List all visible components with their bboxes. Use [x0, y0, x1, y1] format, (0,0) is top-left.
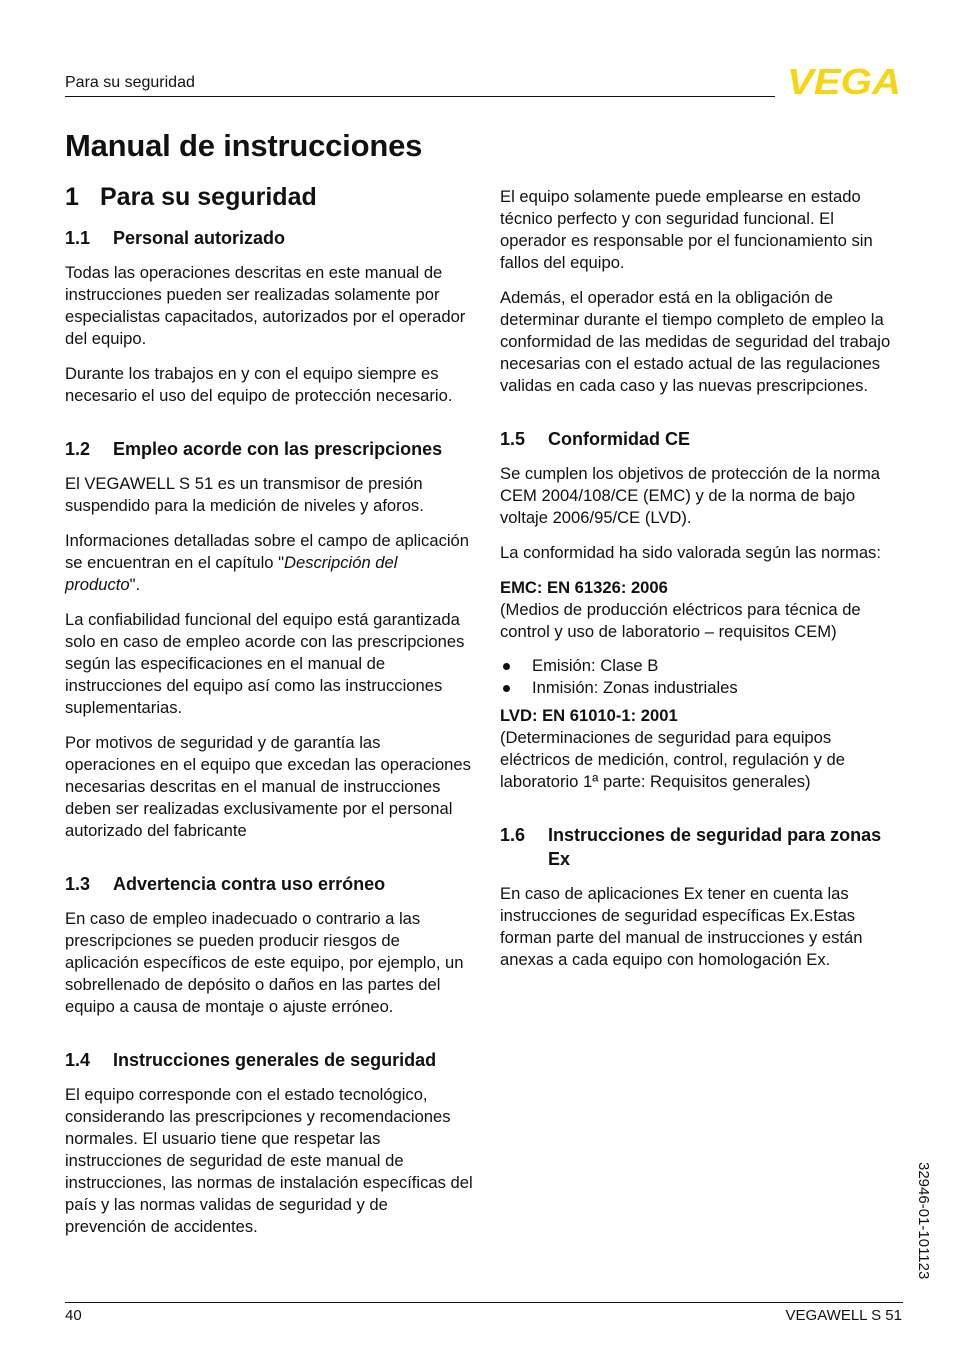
- section-number: 1.2: [65, 439, 91, 459]
- document-code: 32946-01-101123: [915, 1162, 932, 1280]
- section-1-2-heading: [65, 437, 473, 461]
- section-number: 1.6: [500, 825, 526, 845]
- section-number: 1.3: [65, 874, 91, 894]
- chapter-number: 1: [65, 183, 79, 211]
- section-number: 1.4: [65, 1050, 91, 1070]
- paragraph: [65, 530, 473, 596]
- emc-standard-label: EMC: EN 61326: 2006: [500, 578, 668, 597]
- chapter-reference: Descripción del producto: [65, 553, 398, 594]
- section-title: Instrucciones generales de seguridad: [113, 1050, 437, 1070]
- chapter-heading: [65, 180, 473, 214]
- section-1-1-heading: [65, 226, 473, 250]
- section-number: 1.1: [65, 228, 91, 248]
- section-1-4-heading: [65, 1048, 473, 1072]
- emc-bullet-list: [500, 655, 904, 699]
- running-header: Para su seguridad: [65, 74, 195, 91]
- paragraph-text: Informaciones detalladas sobre el campo de aplicación se encuentran en el capítulo ": [65, 531, 470, 572]
- section-number: 1.5: [500, 429, 526, 449]
- paragraph: Por motivos de seguridad y de garantía las operaciones en el equipo que excedan las operaciones necesarias descritas en el manual de instrucciones deben ser realizadas exclusivamente por el personal autorizado del fabricante: [65, 733, 471, 840]
- header-rule: [65, 96, 775, 97]
- paragraph-text: ".: [129, 575, 141, 594]
- right-column: [500, 186, 904, 984]
- lvd-standard-description: (Determinaciones de seguridad para equipos eléctricos de medición, control, regulación y de laboratorio 1ª parte: Requisitos generales): [500, 728, 845, 791]
- paragraph: El equipo solamente puede emplearse en estado técnico perfecto y con seguridad funcional. El operador es responsable por el funcionamiento sin fallos del equipo.: [500, 187, 873, 272]
- section-1-3-heading: [65, 872, 473, 896]
- paragraph: En caso de empleo inadecuado o contrario a las prescripciones se pueden producir riesgos de aplicación específicos de este equipo, por ejemplo, un sobrellenado de depósito o daños en las partes del equipo a causa de montaje o ajuste erróneo.: [65, 909, 464, 1016]
- list-item-text: Inmisión: Zonas industriales: [532, 678, 738, 697]
- paragraph: Además, el operador está en la obligación de determinar durante el tiempo completo de empleo la conformidad de las medidas de seguridad del trabajo necesarias con el estado actual de las regulaciones validas en cada caso y las nuevas prescripciones.: [500, 288, 891, 395]
- list-item: [500, 655, 904, 677]
- lvd-standard-label: LVD: EN 61010-1: 2001: [500, 706, 678, 725]
- chapter-title: Para su seguridad: [100, 183, 317, 211]
- paragraph: La confiabilidad funcional del equipo está garantizada solo en caso de empleo acorde con las prescripciones según las especificaciones en el manual de instrucciones del equipo así como las instrucciones suplementarias.: [65, 610, 465, 717]
- paragraph-continued: El equipo corresponde con el estado tecnológico, considerando las prescripciones y recomendaciones normales. El usuario tiene que respetar las instrucciones de seguridad de este manual de instrucciones, las normas de instalación específicas del país y las normas validas de seguridad y de prevención de accidentes.: [65, 1085, 473, 1236]
- section-title: Empleo acorde con las prescripciones: [113, 439, 443, 459]
- section-title: Instrucciones de seguridad para zonas Ex: [548, 825, 882, 869]
- section-1-6-heading: [500, 823, 904, 871]
- vega-logo: [786, 66, 902, 96]
- section-1-5-heading: [500, 427, 904, 451]
- list-item-text: Emisión: Clase B: [532, 656, 659, 675]
- paragraph: El VEGAWELL S 51 es un transmisor de presión suspendido para la medición de niveles y aforos.: [65, 474, 424, 515]
- paragraph: En caso de aplicaciones Ex tener en cuenta las instrucciones de seguridad específicas Ex.Estas forman parte del manual de instrucciones y están anexas a cada equipo con homologación Ex.: [500, 884, 863, 969]
- bullet-icon: [503, 663, 510, 670]
- product-name: VEGAWELL S 51: [785, 1307, 902, 1324]
- section-title: Conformidad CE: [548, 429, 690, 449]
- paragraph: La conformidad ha sido valorada según las normas:: [500, 543, 881, 562]
- list-item: [500, 677, 904, 699]
- bullet-icon: [503, 685, 510, 692]
- paragraph: Durante los trabajos en y con el equipo siempre es necesario el uso del equipo de protección necesario.: [65, 364, 453, 405]
- paragraph: Todas las operaciones descritas en este manual de instrucciones pueden ser realizadas solamente por especialistas capacitados, autorizados por el operador del equipo.: [65, 263, 466, 348]
- footer-rule: [65, 1302, 903, 1303]
- emc-standard-description: (Medios de producción eléctricos para técnica de control y uso de laboratorio – requisitos CEM): [500, 600, 861, 641]
- left-column: [65, 180, 473, 1251]
- section-title: Advertencia contra uso erróneo: [113, 874, 386, 894]
- section-title: Personal autorizado: [113, 228, 286, 248]
- vega-logo-text: VEGA: [787, 66, 901, 96]
- paragraph: Se cumplen los objetivos de protección de la norma CEM 2004/108/CE (EMC) y de la norma de bajo voltaje 2006/95/CE (LVD).: [500, 464, 881, 527]
- page-number: 40: [65, 1307, 82, 1324]
- manual-title: Manual de instrucciones: [65, 128, 423, 163]
